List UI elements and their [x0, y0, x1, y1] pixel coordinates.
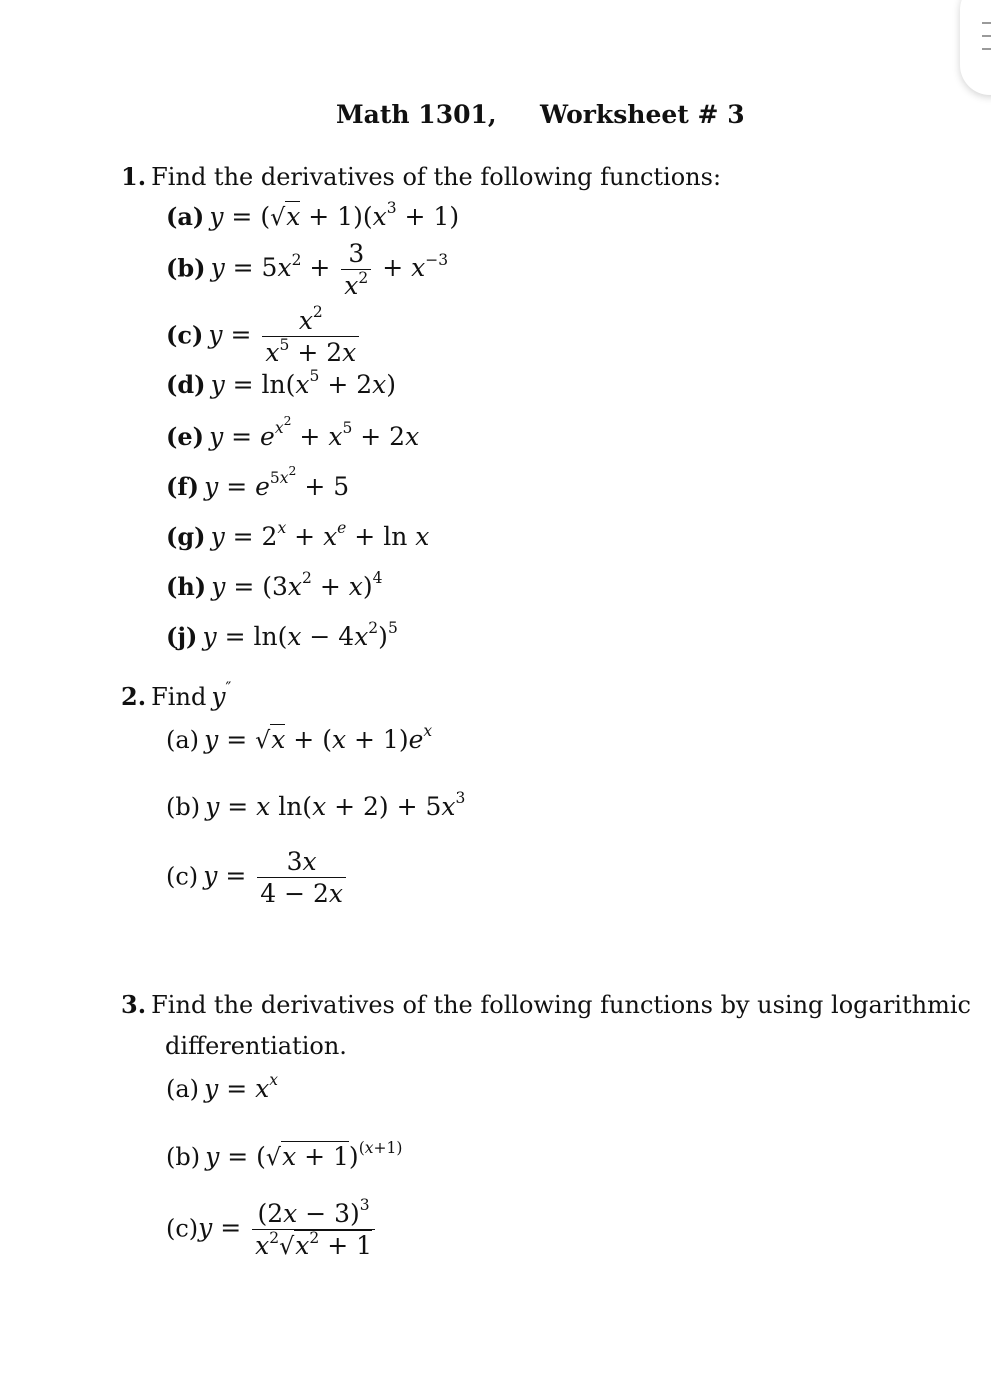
question-2-heading	[121, 679, 232, 711]
q3-item-b	[166, 1139, 403, 1171]
question-3-number: 3.	[121, 990, 147, 1019]
item-label: (a)	[166, 726, 200, 754]
item-label: (a)	[166, 1075, 200, 1103]
second-derivative-symbol: y″	[211, 679, 232, 711]
question-3-heading	[121, 990, 971, 1019]
item-label: (c)	[166, 320, 204, 350]
question-1-heading	[121, 162, 721, 191]
equation: y = x $\ln(x + 2) + 5x^3$	[205, 789, 466, 821]
item-label: (j)	[166, 622, 198, 651]
equation: $y = 2^x + x^e + \ln x$	[210, 519, 430, 551]
equation: y = $\frac{(2x - 3)^3}{x^2√x^2 + 1}$	[198, 1213, 378, 1242]
item-label: (b)	[166, 253, 206, 283]
equation: $y = \ln(x - 4x^2)^5$	[202, 619, 398, 651]
item-label: (a)	[166, 202, 205, 231]
q1-item-a	[166, 199, 460, 231]
q2-item-a	[166, 722, 433, 754]
q1-item-f	[166, 463, 350, 501]
item-label: (g)	[166, 522, 206, 551]
course-title: Math 1301,	[336, 100, 497, 129]
equation: $y = (√x + 1)^{(x+1)}$	[205, 1139, 403, 1171]
equation: $y = e^{x^2} + x^5 + 2x$	[209, 413, 420, 451]
q1-item-g	[166, 519, 430, 551]
page-title	[336, 100, 745, 129]
equation: y = $\frac{x^2}{x^5 + 2x}$	[208, 320, 362, 349]
q3-item-c	[166, 1198, 378, 1262]
equation: $y = √x + (x + 1)e^x$	[204, 722, 433, 754]
question-3-text: Find the derivatives of the following functions by using logarithmic	[151, 991, 971, 1019]
question-3-text-continued: differentiation.	[165, 1032, 347, 1060]
equation: $y = (√x + 1)(x^3 + 1)$	[209, 199, 460, 231]
question-1-text: Find the derivatives of the following functions:	[151, 163, 722, 191]
question-1-number: 1.	[121, 162, 147, 191]
equation: $y = 5x^2$ + $\frac{3}{x^2}$ + $x^{-3}$	[210, 239, 449, 301]
equation: $y = (3x^2 + x)^4$	[211, 569, 383, 601]
item-label: (c)	[166, 862, 199, 891]
worksheet-title: Worksheet # 3	[540, 100, 745, 129]
q3-item-a	[166, 1071, 278, 1103]
q1-item-b	[166, 238, 448, 302]
q1-item-c	[166, 305, 362, 369]
item-label: (c)	[166, 1214, 199, 1243]
item-label: (f)	[166, 472, 200, 501]
item-label: (h)	[166, 572, 207, 601]
equation: $y = x^x$	[204, 1071, 278, 1103]
equation: $y = \ln(x^5 + 2x)$	[210, 367, 397, 399]
q1-item-e	[166, 413, 420, 451]
q1-item-j	[166, 619, 398, 651]
item-label: (b)	[166, 1143, 201, 1171]
q2-item-c	[166, 846, 349, 910]
equation: $y = e^{5x^2} + 5$	[204, 463, 350, 501]
item-label: (e)	[166, 422, 204, 451]
q1-item-d	[166, 367, 397, 399]
item-label: (b)	[166, 793, 201, 821]
q2-item-b	[166, 789, 466, 821]
menu-handle-icon[interactable]	[960, 0, 991, 95]
item-label: (d)	[166, 370, 206, 399]
equation: y = $\frac{3x}{4 - 2x}$	[203, 861, 349, 890]
question-2-number: 2.	[121, 682, 147, 711]
q1-item-h	[166, 569, 383, 601]
question-2-text: Find	[151, 683, 207, 711]
